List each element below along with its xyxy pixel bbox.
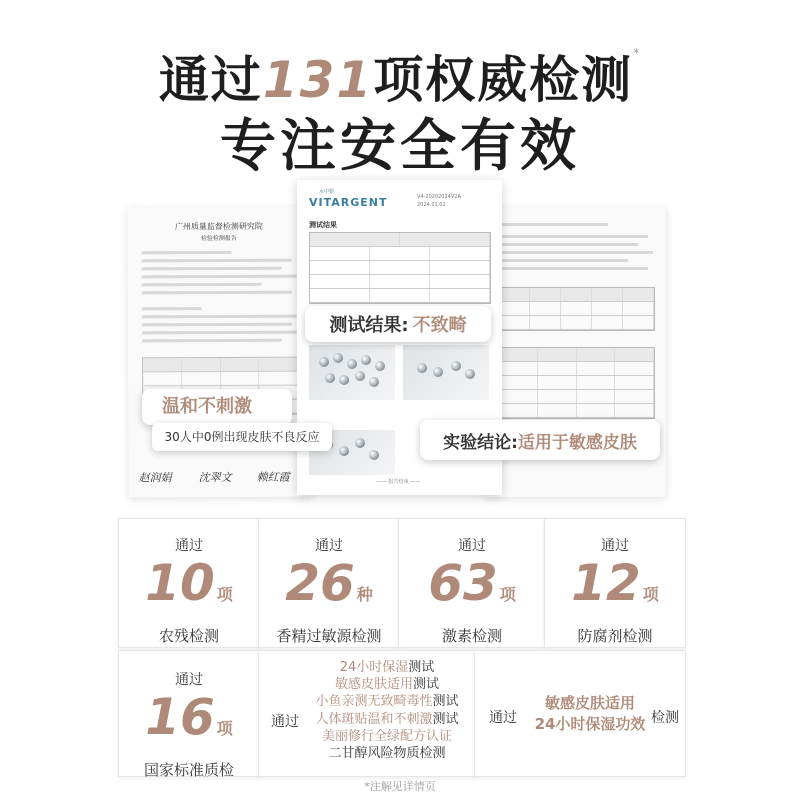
table-row [310,289,490,303]
pearl [347,359,357,369]
table-row [499,348,654,362]
text-line [142,323,292,327]
conclusion-badge [420,420,660,460]
report-right-table-1 [498,287,655,331]
list-item-rest: 测试 [432,694,459,710]
text-line [142,339,282,343]
text-line [142,307,202,310]
pearl [361,355,371,365]
text-line [498,223,608,226]
signature: 赵润娟 [138,471,172,485]
vitargent-logo-cn: 水中银 [319,189,335,195]
list-item-accent: 人体斑贴温和不刺激 [315,711,433,727]
footnote-mark: * [633,46,642,60]
footnote: *注解见详情页 [364,780,436,793]
pearl [369,377,379,387]
stat-number [259,554,399,621]
stat-number [119,688,259,755]
pearl [433,367,443,377]
pearl [339,375,349,385]
pearl [333,353,343,363]
list-item-accent: 24小时保湿 [339,660,409,675]
text-line [498,235,648,238]
mild-badge [142,389,332,459]
stat-number [399,554,545,621]
pearl [417,363,427,373]
stat-label: 农残检测 [158,627,219,645]
stat-card-quality [118,650,260,777]
efficacy-post: 检测 [651,710,679,726]
table-row [310,261,490,275]
list-item-rest: 测试 [408,660,435,675]
stat-card-pesticide [118,518,260,648]
headline-prefix: 通过 [158,51,263,109]
pearl [355,371,365,381]
stat-pre: 通过 [175,672,203,688]
report-footer: —— 报告结束 —— [377,479,421,485]
stat-label: 国家标准质检 [143,761,234,779]
list-item-rest: 测试 [432,711,459,727]
table-row [499,390,654,404]
report-left-subtitle: 检验检测报告 [200,234,237,243]
efficacy-item: 24小时保湿功效 [534,715,646,733]
list-item-accent: 小鱼亲测无致畸毒性 [315,694,433,710]
table-row [310,247,490,261]
efficacy-item: 敏感皮肤适用 [544,694,635,712]
text-line [498,267,648,270]
stat-number [119,554,259,621]
list-item [299,676,475,693]
text-line [142,283,262,287]
stat-number [545,554,685,621]
table-row [310,233,490,247]
stat-pre: 通过 [315,538,343,554]
text-line [142,331,297,335]
test-list [299,659,475,762]
pearl-photo [403,345,489,400]
pearl [355,438,365,448]
pearl [375,361,385,371]
stat-card-hormone [398,518,546,648]
stat-value: 63 [428,554,498,612]
text-line [498,243,638,246]
text-line [142,267,282,271]
table-row [499,288,654,302]
table-row [143,358,298,373]
pearl [319,357,329,367]
list-item [299,693,475,710]
stat-pre: 通过 [458,538,486,554]
conclusion-label: 实验结论: [443,432,518,453]
pearl [369,450,379,460]
text-line [142,291,292,295]
stat-unit: 种 [356,585,373,604]
stat-value: 10 [145,554,215,612]
table-row [499,404,654,418]
report-number: V4-20202024V2A [417,194,461,200]
stat-label: 激素检测 [441,627,502,645]
signature: 赖红霞 [256,470,290,484]
table-row [499,316,654,330]
report-right-table-2 [498,347,655,419]
table-row [310,275,490,289]
pearl [465,369,475,379]
stat-unit: 项 [216,585,233,604]
result-table [309,232,491,304]
list-item [299,711,475,728]
list-item [299,659,475,676]
list-item-rest: 二甘醇风险物质检测 [328,746,446,762]
headline-suffix: 项权威检测 [373,51,634,109]
section-title: 测试结果 [309,221,337,229]
result-label: 测试结果: [329,315,409,336]
stat-label: 香精过敏源检测 [276,627,382,645]
stat-card-preservative [544,518,686,648]
list-item [299,728,475,745]
efficacy-list [525,693,655,735]
pearl [325,373,335,383]
conclusion-value: 适用于敏感皮肤 [517,432,637,453]
stat-value: 16 [145,688,215,746]
report-left-title: 广州质量监督检测研究院 [174,221,263,232]
efficacy-card [474,650,686,777]
text-line [142,315,297,319]
list-item [299,745,475,762]
table-row [499,376,654,390]
report-date: 2024.01.02 [417,202,446,208]
result-value: 不致畸 [412,315,467,336]
stat-value: 26 [285,554,355,612]
text-line [142,259,292,263]
efficacy-pre: 通过 [489,710,517,726]
signature: 沈翠文 [198,470,232,485]
table-row [499,302,654,316]
pearl [339,446,349,456]
table-row [143,372,298,387]
stat-unit: 项 [216,719,233,738]
headline-line2: 专注安全有效 [220,114,580,179]
text-line [142,275,297,279]
stat-label: 防腐剂检测 [577,627,653,645]
table-row [499,362,654,376]
pearl [451,361,461,371]
headline-number: 131 [262,51,374,109]
text-line [141,251,231,254]
mild-subtitle: 30人中0例出现皮肤不良反应 [152,423,332,451]
stat-value: 12 [571,554,641,612]
mild-title: 温和不刺激 [142,389,292,425]
stat-pre: 通过 [601,538,629,554]
text-line [498,251,653,254]
test-list-card [258,650,476,777]
text-line [498,259,628,262]
stat-pre: 通过 [175,538,203,554]
stat-unit: 项 [642,585,659,604]
vitargent-logo: VITARGENT [309,196,388,209]
list-pre: 通过 [271,714,299,730]
list-item-accent: 敏感皮肤适用 [334,677,413,693]
list-item-accent: 美丽修行全绿配方认证 [321,728,452,744]
result-badge [305,306,491,342]
stat-unit: 项 [499,585,516,604]
stat-card-allergen [258,518,400,648]
list-item-rest: 测试 [413,677,440,693]
